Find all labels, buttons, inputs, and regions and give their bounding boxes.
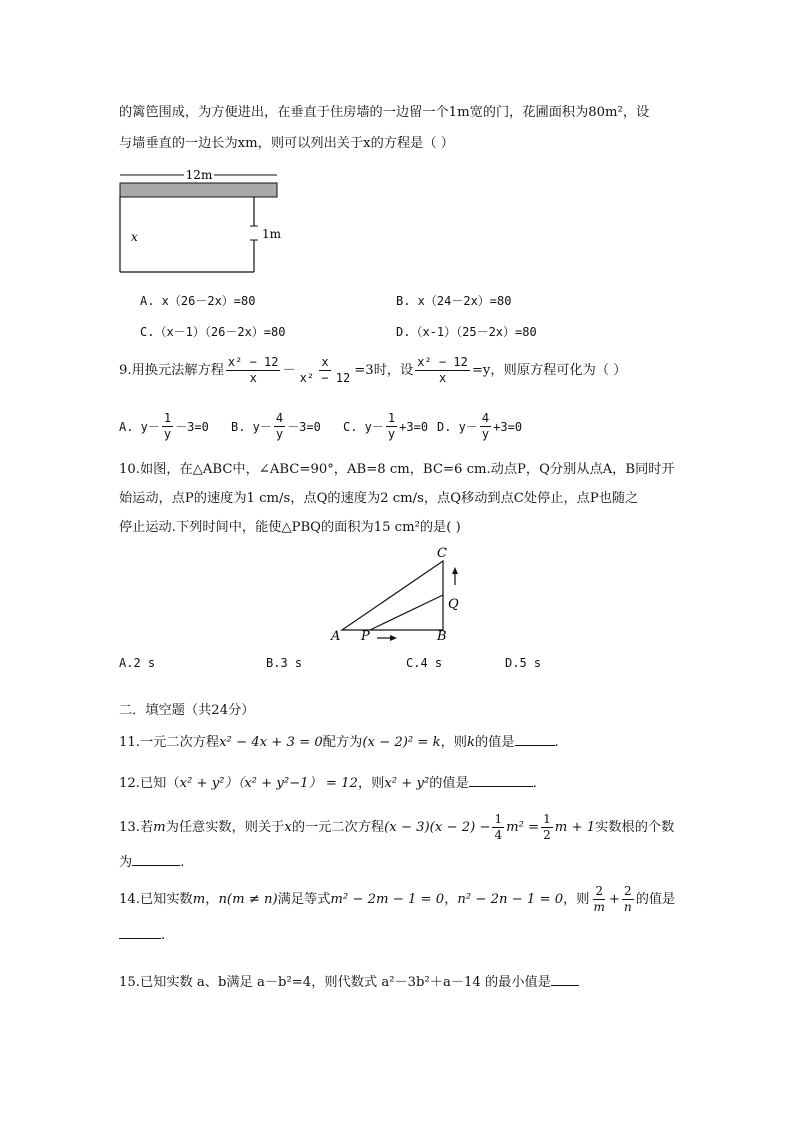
q13-pre: 13.若 [119, 819, 154, 835]
q9-b-post: －3=0 [287, 420, 321, 434]
q14-f1-num: 2 [595, 884, 604, 898]
q13-m: m [153, 819, 166, 835]
q10-option-d: D.5 s [505, 656, 542, 670]
q13-eq-post: m + 1 [554, 819, 596, 835]
q11-post2: 的值是 [474, 735, 515, 750]
q9-frac3-den: x [438, 371, 447, 385]
q9-suffix: =y，则原方程可化为（ ） [471, 362, 627, 378]
vertex-c-label: C [437, 546, 447, 561]
q13-f2-num: 1 [543, 812, 551, 826]
q9-option-b [231, 411, 321, 442]
q9-question [119, 355, 626, 386]
q9-fraction-2 [298, 355, 353, 386]
q9-d-post: +3=0 [493, 419, 523, 434]
q8-option-c: C.（x－1）（26－2x）=80 [140, 325, 286, 339]
q9-a-post: －3=0 [175, 420, 209, 434]
q9-fraction-1 [226, 355, 281, 386]
q12-mid: ，则 [357, 776, 385, 791]
q8-option-d: D.（x-1）（25－2x）=80 [396, 325, 537, 339]
point-q-label: Q [448, 597, 459, 612]
q9-option-d [437, 411, 522, 442]
q14-post2: 的值是 [635, 891, 676, 907]
q11-completed-square: (x − 2)² = k [362, 735, 441, 750]
q9-b-num: 4 [275, 411, 284, 425]
q9-b-frac [274, 411, 285, 442]
q13-mid2: 的一元二次方程 [291, 819, 385, 835]
q15-text: 15.已知实数 a、b满足 a－b²=4，则代数式 a²－3b²＋a－14 的最小值是 [119, 975, 551, 990]
q12-post: 的值是 [429, 776, 469, 791]
q12-question [119, 774, 537, 793]
q10-option-c: C.4 s [406, 656, 443, 670]
q9-c-den: y [387, 427, 396, 441]
q12-answer-blank[interactable] [469, 774, 533, 787]
p-arrow-right-icon [390, 635, 397, 641]
q13-line2-end: . [180, 855, 185, 870]
q13-eq-pre: (x − 3)(x − 2) − [384, 819, 491, 835]
q8-option-b: B. x（24－2x）=80 [396, 294, 512, 308]
q13-frac-1 [492, 812, 504, 843]
wall-length-label: 12m [185, 168, 213, 182]
q9-frac1-den: x [249, 371, 257, 385]
q11-end: . [554, 735, 559, 750]
q9-d-frac [480, 411, 491, 442]
q14-eq2: n² − 2n − 1 = 0 [457, 891, 564, 907]
q11-k: k [466, 735, 475, 750]
q14-f2-num: 2 [624, 884, 632, 898]
q9-fraction-3 [415, 355, 470, 386]
q13-line1 [119, 812, 674, 843]
q12-end: . [532, 776, 537, 791]
q9-minus: － [282, 362, 296, 378]
q9-b-pre: B. y－ [231, 420, 272, 434]
q12-expression: x² + y² [384, 776, 430, 791]
q14-f2-den: n [623, 900, 632, 914]
q13-mid1: 为任意实数，则关于 [165, 819, 285, 835]
q10-line3: 停止运动.下列时间中，能使△PBQ的面积为15 cm²的是( ) [119, 520, 461, 535]
q11-mid: 配方为 [322, 735, 363, 750]
q13-frac-2 [541, 812, 553, 843]
q14-sep: ， [205, 891, 219, 907]
q14-answer-blank[interactable] [119, 926, 161, 939]
q9-c-pre: C. y－ [343, 420, 384, 434]
q14-line2-end: . [161, 928, 166, 943]
q14-f1-den: m [593, 900, 605, 914]
q14-frac-2 [622, 884, 634, 915]
q14-pre: 14.已知实数 [119, 891, 193, 907]
q8-garden-figure [110, 164, 290, 279]
q14-n-cond: n(m ≠ n) [218, 891, 278, 907]
q14-line1 [119, 884, 675, 915]
q9-frac3-num: x² − 12 [417, 355, 468, 369]
q10-line2: 始运动，点P的速度为1 cm/s，点Q的速度为2 cm/s，点Q移动到点C处停止，点P也随之 [119, 491, 639, 506]
q9-c-num: 1 [387, 411, 396, 425]
q14-m: m [192, 891, 206, 907]
point-p-label: P [361, 629, 370, 644]
q12-pre: 12.已知（ [119, 776, 180, 791]
q15-question [119, 973, 579, 992]
q11-answer-blank[interactable] [515, 733, 555, 746]
q13-post: 实数根的个数 [595, 819, 675, 835]
q11-post1: ，则 [440, 735, 467, 750]
q9-a-pre: A. y－ [119, 420, 160, 434]
segment-pq [370, 595, 443, 630]
section-2-title: 二．填空题（共24分） [119, 703, 255, 718]
q-arrow-up-icon [452, 567, 458, 574]
q9-a-frac [162, 411, 173, 442]
q13-f1-num: 1 [494, 812, 503, 826]
q14-frac-1 [592, 884, 607, 915]
q8-line2: 与墙垂直的一边长为xm，则可以列出关于x的方程是（ ） [119, 136, 454, 151]
q9-frac2-num: x [321, 355, 329, 369]
q11-pre: 11.一元二次方程 [119, 735, 220, 750]
q9-d-den: y [481, 427, 490, 441]
q14-plus: + [608, 891, 620, 907]
q14-eq1: m² − 2m − 1 = 0 [330, 891, 445, 907]
q9-c-post: +3=0 [399, 419, 429, 434]
q13-answer-blank[interactable] [132, 853, 180, 866]
q9-d-num: 4 [481, 411, 490, 425]
q9-c-frac [386, 411, 397, 442]
q13-line2 [119, 853, 184, 872]
q11-equation: x² − 4x + 3 = 0 [219, 735, 323, 750]
q8-option-a: A. x（26－2x）=80 [140, 294, 256, 308]
q9-d-pre: D. y－ [437, 420, 478, 434]
q13-x: x [284, 819, 292, 835]
q10-triangle-figure [325, 545, 475, 645]
q9-frac1-num: x² − 12 [227, 355, 279, 369]
q10-option-a: A.2 s [119, 656, 156, 670]
q14-sep2: ， [444, 891, 458, 907]
q12-equation: x² + y²）（x² + y²−1） = 12 [179, 776, 358, 791]
q10-option-b: B.3 s [266, 656, 303, 670]
q9-option-c [343, 411, 428, 442]
q9-frac2-den: x² − 12 [299, 371, 351, 385]
q9-option-a [119, 411, 209, 442]
q10-line1: 10.如图，在△ABC中，∠ABC=90°，AB=8 cm，BC=6 cm.动点P，Q分别从点A，B同时开 [119, 462, 675, 477]
q14-line2 [119, 926, 165, 945]
side-length-label: x [131, 230, 138, 244]
q9-prefix: 9.用换元法解方程 [119, 362, 224, 378]
q11-question [119, 733, 559, 752]
house-wall [120, 183, 277, 197]
vertex-a-label: A [331, 629, 341, 644]
q9-b-den: y [275, 427, 284, 441]
q8-line1: 的篱笆围成，为方便进出，在垂直于住房墙的一边留一个1m宽的门，花圃面积为80m²，设 [119, 105, 650, 120]
q13-line2-pre: 为 [119, 855, 133, 870]
q15-answer-blank[interactable] [551, 973, 579, 986]
q13-eq-mid: m² = [506, 819, 540, 835]
vertex-b-label: B [437, 629, 447, 644]
q14-post: ，则 [563, 891, 590, 907]
q14-mid: 满足等式 [277, 891, 331, 907]
q9-a-den: y [163, 427, 172, 441]
door-width-label: 1m [262, 227, 282, 241]
q13-f1-den: 4 [494, 828, 503, 842]
q13-f2-den: 2 [543, 828, 551, 842]
q9-a-num: 1 [163, 411, 172, 425]
q9-mid: =3时，设 [354, 362, 414, 378]
